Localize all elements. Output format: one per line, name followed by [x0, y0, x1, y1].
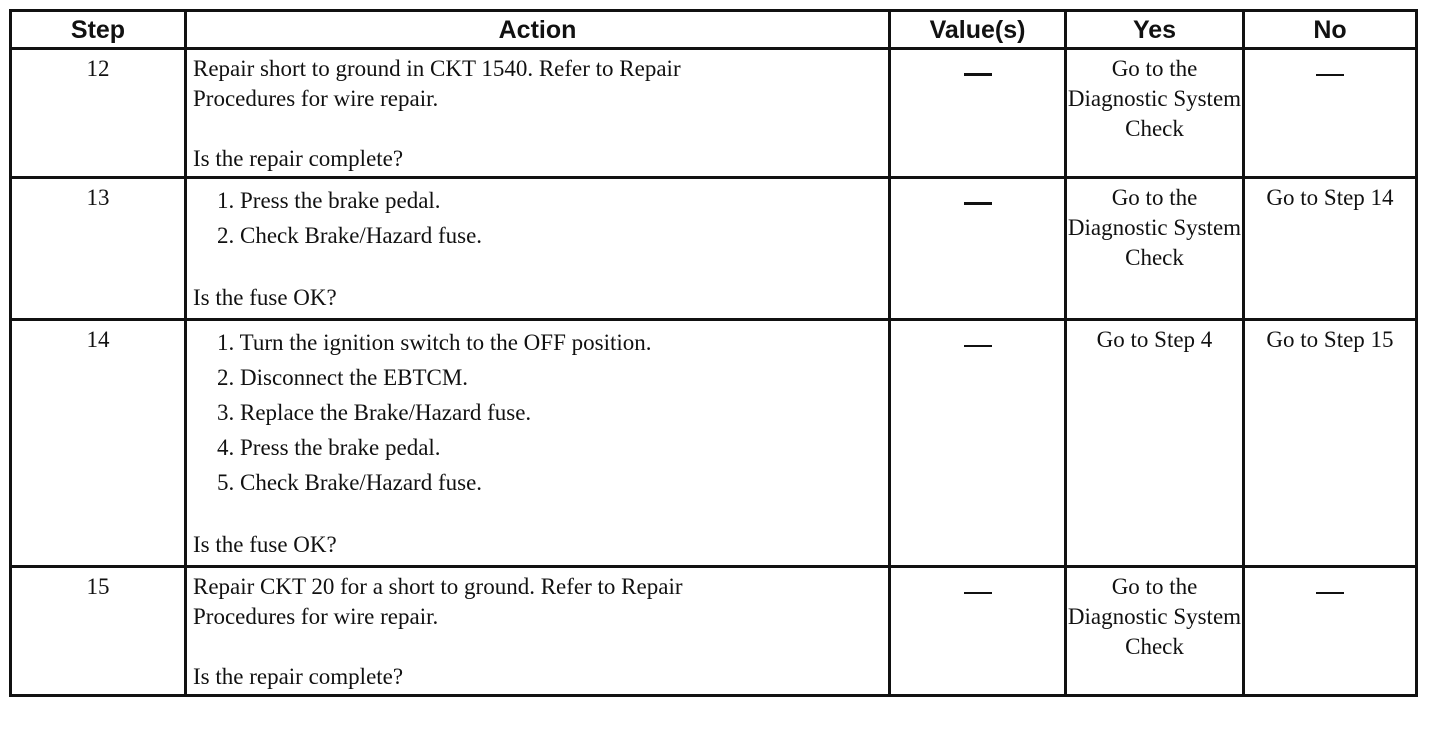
- step-number: 15: [11, 567, 186, 696]
- action-step: 3. Replace the Brake/Hazard fuse.: [217, 400, 532, 425]
- table-row-step-15: [11, 567, 1417, 696]
- yes-cell: Go to the Diagnostic System Check: [1066, 567, 1244, 696]
- action-question: Is the fuse OK?: [193, 532, 337, 557]
- action-step-list: [193, 325, 880, 500]
- header-step: Step: [11, 11, 186, 49]
- header-action: Action: [186, 11, 890, 49]
- value-dash: [964, 592, 992, 594]
- value-dash: [964, 345, 992, 347]
- step-number: 13: [11, 178, 186, 320]
- action-cell: [186, 320, 890, 567]
- value-dash: [964, 73, 992, 76]
- header-yes: Yes: [1066, 11, 1244, 49]
- table-row-step-12: [11, 49, 1417, 178]
- action-question: Is the repair complete?: [193, 146, 404, 171]
- action-step: 4. Press the brake pedal.: [217, 435, 441, 460]
- action-step: 1. Press the brake pedal.: [217, 188, 441, 213]
- header-values: Value(s): [890, 11, 1066, 49]
- table-row-step-13: [11, 178, 1417, 320]
- yes-cell: Go to the Diagnostic System Check: [1066, 49, 1244, 178]
- action-step: 2. Check Brake/Hazard fuse.: [217, 223, 483, 248]
- value-cell: [890, 320, 1066, 567]
- action-text: Procedures for wire repair.: [193, 86, 439, 111]
- value-dash: [964, 202, 992, 205]
- table-row-step-14: [11, 320, 1417, 567]
- action-step: 1. Turn the ignition switch to the OFF position.: [217, 330, 652, 355]
- step-number: 12: [11, 49, 186, 178]
- value-cell: [890, 567, 1066, 696]
- action-text: Repair short to ground in CKT 1540. Refer to Repair: [193, 56, 681, 81]
- value-cell: [890, 49, 1066, 178]
- yes-cell: Go to the Diagnostic System Check: [1066, 178, 1244, 320]
- header-row: [11, 11, 1417, 49]
- yes-cell: Go to Step 4: [1066, 320, 1244, 567]
- no-dash: [1316, 592, 1344, 594]
- action-cell: [186, 49, 890, 178]
- no-cell: Go to Step 15: [1244, 320, 1417, 567]
- action-question: Is the fuse OK?: [193, 285, 337, 310]
- action-text: Repair CKT 20 for a short to ground. Refer to Repair: [193, 574, 683, 599]
- no-cell: [1244, 567, 1417, 696]
- action-step: 5. Check Brake/Hazard fuse.: [217, 470, 483, 495]
- no-dash: [1316, 74, 1344, 76]
- header-no: No: [1244, 11, 1417, 49]
- action-step: 2. Disconnect the EBTCM.: [217, 365, 469, 390]
- no-cell: [1244, 49, 1417, 178]
- action-step-list: [193, 183, 880, 253]
- action-text: Procedures for wire repair.: [193, 604, 439, 629]
- action-cell: [186, 567, 890, 696]
- no-cell: Go to Step 14: [1244, 178, 1417, 320]
- action-cell: [186, 178, 890, 320]
- diagnostic-table: [9, 9, 1418, 697]
- action-question: Is the repair complete?: [193, 664, 404, 689]
- value-cell: [890, 178, 1066, 320]
- step-number: 14: [11, 320, 186, 567]
